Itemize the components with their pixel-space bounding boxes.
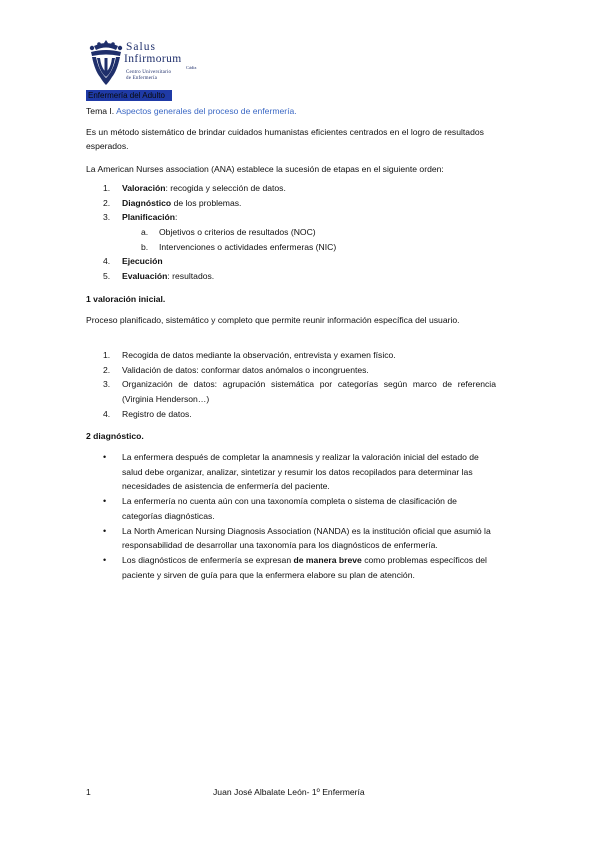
list-item: 1. Recogida de datos mediante la observación, entrevista y examen físico. [103, 350, 396, 360]
list-item: 4. Ejecución [103, 256, 163, 267]
logo-line-5: de Enfermería [126, 76, 158, 81]
list-item: 3. Organización de datos: agrupación sistemática por categorías según marco de referencia (Virginia Henderson…) [103, 379, 496, 405]
section-heading-valoracion: 1 valoración inicial. [86, 294, 166, 304]
list-item: • La enfermera después de completar la anamnesis y realizar la valoración inicial del estado de salud debe organizar, analizar, sintetizar y resumir los datos recopilados para determinar las necesidades de asistencia de enfermería del paciente. [103, 452, 479, 492]
topic-heading [86, 106, 297, 116]
step-name: Diagnóstico [122, 197, 172, 208]
list-item: 4. Registro de datos. [103, 408, 192, 419]
list-item: • Los diagnósticos de enfermería se expresan de manera breve como problemas específicos del paciente y sirven de guía para que la enfermera elabore su plan de atención. [103, 554, 487, 580]
list-item: 1. Valoración: recogida y selección de datos. [103, 183, 286, 193]
salus-infirmorum-logo [86, 38, 206, 88]
topic-title: Aspectos generales del proceso de enfermería. [116, 106, 297, 116]
logo-wordmark [126, 42, 197, 82]
bullet-icon: • [103, 496, 107, 507]
logo-line-2: Infirmorum [124, 53, 182, 65]
bullet-icon: • [103, 452, 107, 462]
valoracion-list [86, 348, 496, 422]
bullet-icon: • [103, 554, 107, 565]
diagnostico-bullets [86, 450, 496, 582]
intro-paragraph: Es un método sistemático de brindar cuidados humanistas eficientes centrados en el logro de resultados esperados. [86, 127, 484, 151]
bullet-icon: • [103, 525, 107, 536]
list-item: b. Intervenciones o actividades enfermeras (NIC) [141, 241, 337, 252]
step-name: Planificación [122, 212, 176, 223]
list-item: • La North American Nursing Diagnosis Association (NANDA) es la institución oficial que asumió la responsabilidad de desarrollar una taxonomía para los diagnósticos de enfermería. [103, 525, 491, 551]
list-item: 3. Planificación: a. Objetivos o criterios de resultados (NOC) b. Intervenciones o actividades enfermeras (NIC) [86, 210, 496, 254]
subject-tag: Enfermería del Adulto [86, 90, 172, 101]
list-item: • La enfermería no cuenta aún con una taxonomía completa o sistema de clasificación de categorías diagnósticas. [103, 496, 457, 521]
planning-sublist [86, 225, 496, 254]
step-name: Ejecución [122, 256, 163, 267]
list-item: a. Objetivos o criterios de resultados (NOC) [141, 227, 316, 238]
list-item: 2. Validación de datos: conformar datos anómalos o incongruentes. [103, 364, 369, 375]
logo-line-1: Salus [126, 41, 156, 53]
logo-line-3: Cádiz [186, 65, 197, 70]
list-item: 5. Evaluación: resultados. [103, 270, 215, 281]
section-heading-diagnostico: 2 diagnóstico. [86, 431, 144, 441]
page-number: 1 [86, 787, 91, 797]
valoracion-paragraph: Proceso planificado, sistemático y completo que permite reunir información específica del usuario. [86, 315, 460, 325]
crown-emblem-icon [86, 38, 126, 88]
step-name: Valoración [122, 183, 166, 193]
list-item: 2. Diagnóstico de los problemas. [103, 197, 242, 208]
topic-number: Tema I. [86, 106, 115, 116]
footer-author: Juan José Albalate León- 1º Enfermería [213, 787, 365, 797]
ana-paragraph: La American Nurses association (ANA) establece la sucesión de etapas en el siguiente orden: [86, 164, 444, 174]
logo-line-4: Centro Universitario [126, 70, 172, 75]
emphasis-text: de manera breve [293, 554, 362, 565]
step-name: Evaluación [122, 270, 168, 281]
process-steps-list [86, 181, 496, 284]
